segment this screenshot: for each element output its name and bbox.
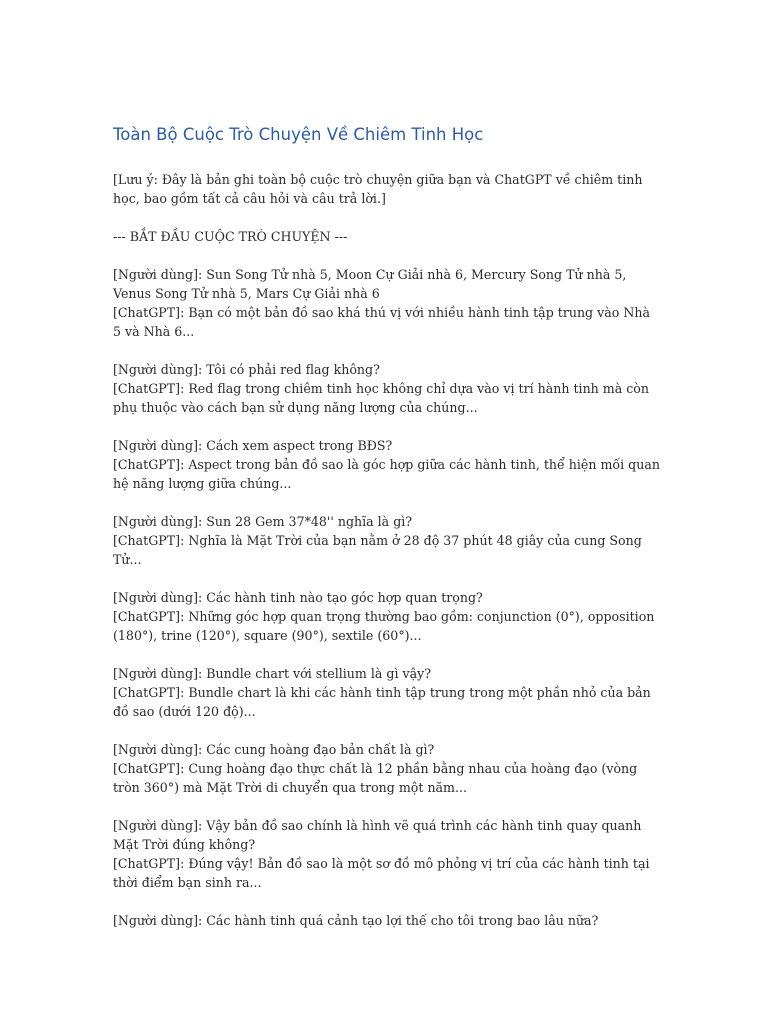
assistant-message: [ChatGPT]: Red flag trong chiêm tinh học không chỉ dựa vào vị trí hành tinh mà còn phụ thuộc vào cách bạn sử dụng năng lượng của chúng... xyxy=(113,381,649,415)
exchange xyxy=(113,816,661,892)
assistant-message: [ChatGPT]: Nghĩa là Mặt Trời của bạn nằm ở 28 độ 37 phút 48 giây của cung Song Tử... xyxy=(113,533,642,567)
exchange xyxy=(113,512,661,569)
user-message: [Người dùng]: Tôi có phải red flag không? xyxy=(113,362,380,377)
assistant-message: [ChatGPT]: Bạn có một bản đồ sao khá thú vị với nhiều hành tinh tập trung vào Nhà 5 và Nhà 6... xyxy=(113,305,650,339)
user-message: [Người dùng]: Các cung hoàng đạo bản chất là gì? xyxy=(113,742,435,757)
exchange xyxy=(113,740,661,797)
assistant-message: [ChatGPT]: Những góc hợp quan trọng thường bao gồm: conjunction (0°), opposition (180°), trine (120°), square (90°), sextile (60°)... xyxy=(113,609,655,643)
user-message: [Người dùng]: Sun 28 Gem 37*48'' nghĩa là gì? xyxy=(113,514,413,529)
exchange xyxy=(113,360,661,417)
exchange xyxy=(113,911,661,930)
user-message: [Người dùng]: Sun Song Tử nhà 5, Moon Cự Giải nhà 6, Mercury Song Tử nhà 5, Venus Song Tử nhà 5, Mars Cự Giải nhà 6 xyxy=(113,267,627,301)
assistant-message: [ChatGPT]: Bundle chart là khi các hành tinh tập trung trong một phần nhỏ của bản đồ sao (dưới 120 độ)... xyxy=(113,685,651,719)
exchange xyxy=(113,265,661,341)
document-title: Toàn Bộ Cuộc Trò Chuyện Về Chiêm Tinh Học xyxy=(113,125,484,144)
assistant-message: [ChatGPT]: Cung hoàng đạo thực chất là 12 phần bằng nhau của hoàng đạo (vòng tròn 360°) mà Mặt Trời di chuyển qua trong một năm... xyxy=(113,761,638,795)
user-message: [Người dùng]: Cách xem aspect trong BĐS? xyxy=(113,438,393,453)
intro-note: [Lưu ý: Đây là bản ghi toàn bộ cuộc trò chuyện giữa bạn và ChatGPT về chiêm tinh học, bao gồm tất cả câu hỏi và câu trả lời.] xyxy=(113,172,643,206)
assistant-message: [ChatGPT]: Aspect trong bản đồ sao là góc hợp giữa các hành tinh, thể hiện mối quan hệ năng lượng giữa chúng... xyxy=(113,457,660,491)
document-page xyxy=(113,124,661,949)
user-message: [Người dùng]: Bundle chart với stellium là gì vậy? xyxy=(113,666,431,681)
exchange xyxy=(113,436,661,493)
assistant-message: [ChatGPT]: Đúng vậy! Bản đồ sao là một sơ đồ mô phỏng vị trí của các hành tinh tại thời điểm bạn sinh ra... xyxy=(113,856,650,890)
conversation-log xyxy=(113,265,661,930)
user-message: [Người dùng]: Các hành tinh nào tạo góc hợp quan trọng? xyxy=(113,590,483,605)
user-message: [Người dùng]: Các hành tinh quá cảnh tạo lợi thế cho tôi trong bao lâu nữa? xyxy=(113,913,599,928)
exchange xyxy=(113,588,661,645)
exchange xyxy=(113,664,661,721)
start-marker: --- BẮT ĐẦU CUỘC TRÒ CHUYỆN --- xyxy=(113,229,348,244)
user-message: [Người dùng]: Vậy bản đồ sao chính là hình vẽ quá trình các hành tinh quay quanh Mặt Trời đúng không? xyxy=(113,818,642,852)
